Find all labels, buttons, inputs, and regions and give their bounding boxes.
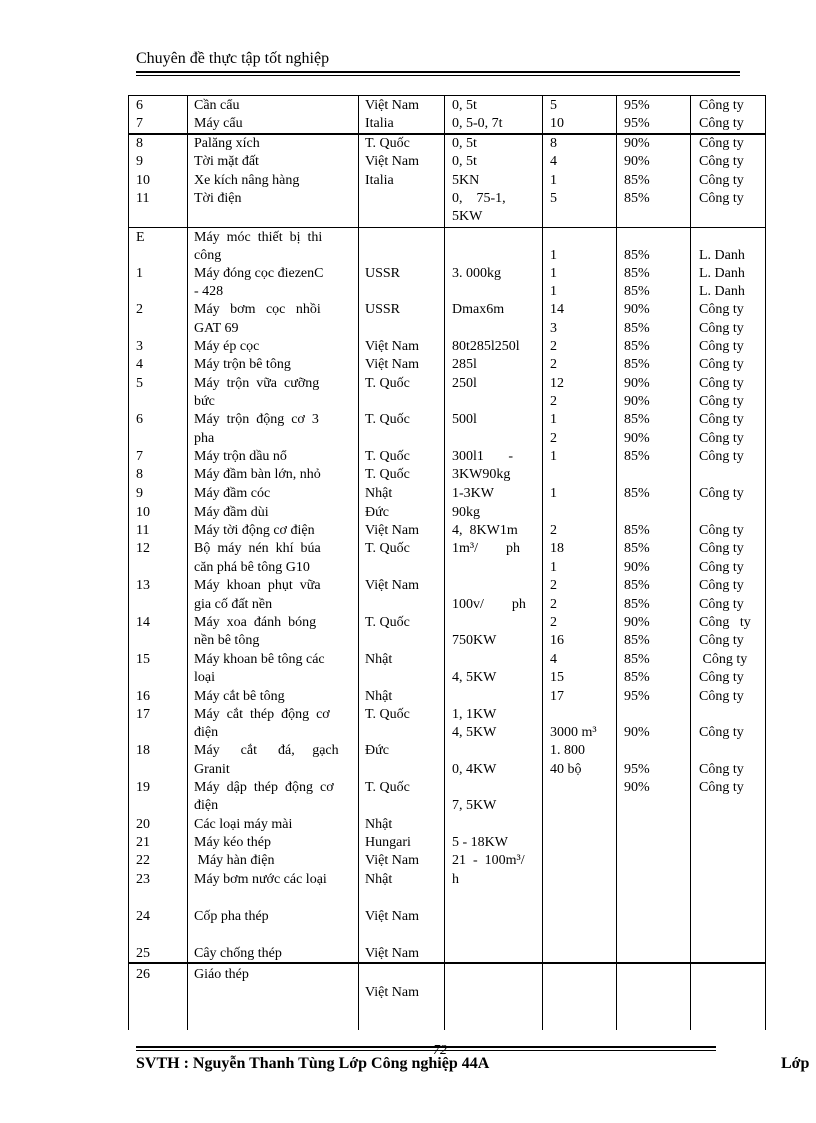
cell-name: Máy đầm cóc	[194, 486, 271, 501]
cell-quality: 85%	[624, 321, 650, 336]
cell-name: Máy đóng cọc điezenC	[194, 266, 324, 281]
cell-name: gia cố đất nền	[194, 597, 273, 612]
cell-ownership: Công ty	[699, 431, 744, 446]
cell-origin: T. Quốc	[365, 412, 410, 427]
footer-author: SVTH : Nguyễn Thanh Tùng Lớp Công nghiệp 44A	[136, 1055, 490, 1072]
cell-ownership: Công ty	[699, 689, 744, 704]
cell-ownership: Công ty	[699, 780, 744, 795]
cell-quality: 85%	[624, 670, 650, 685]
cell-capacity: 1m³/ ph	[452, 541, 520, 556]
cell-stt: 22	[136, 853, 150, 868]
cell-name: nền bê tông	[194, 633, 260, 648]
cell-quality: 85%	[624, 412, 650, 427]
cell-capacity: 750KW	[452, 633, 497, 648]
cell-name: Máy trộn bê tông	[194, 357, 291, 372]
cell-stt: 2	[136, 302, 143, 317]
cell-stt: 9	[136, 154, 143, 169]
cell-stt: 12	[136, 541, 150, 556]
cell-name: Máy kéo thép	[194, 835, 271, 850]
cell-name: pha	[194, 431, 215, 446]
cell-quantity: 15	[550, 670, 564, 685]
cell-ownership: Công ty	[699, 762, 744, 777]
cell-stt: 1	[136, 266, 143, 281]
cell-quality: 85%	[624, 284, 650, 299]
cell-quantity: 2	[550, 597, 557, 612]
table-rule	[128, 95, 766, 96]
cell-origin: Italia	[365, 173, 394, 188]
cell-quality: 90%	[624, 780, 650, 795]
cell-origin: Hungari	[365, 835, 411, 850]
cell-origin: Nhật	[365, 872, 393, 887]
cell-name: Cần cẩu	[194, 98, 240, 113]
cell-stt: 4	[136, 357, 143, 372]
cell-origin: Việt Nam	[365, 909, 419, 924]
cell-quantity: 1. 800	[550, 743, 585, 758]
cell-name: loại	[194, 670, 215, 685]
cell-name: Máy móc thiết bị thi	[194, 230, 323, 245]
cell-stt: 6	[136, 98, 143, 113]
cell-origin: T. Quốc	[365, 541, 410, 556]
cell-quantity: 10	[550, 116, 564, 131]
cell-capacity: 0, 5t	[452, 98, 477, 113]
cell-origin: T. Quốc	[365, 707, 410, 722]
cell-name: Cây chống thép	[194, 946, 282, 961]
cell-capacity: 4, 8KW1m	[452, 523, 518, 538]
cell-name: Máy bơm nước các loại	[194, 872, 327, 887]
cell-quality: 90%	[624, 376, 650, 391]
cell-capacity: 5KW	[452, 209, 483, 224]
cell-stt: 19	[136, 780, 150, 795]
cell-stt: 14	[136, 615, 150, 630]
cell-stt: 16	[136, 689, 150, 704]
cell-name: Máy tời động cơ điện	[194, 523, 315, 538]
cell-ownership: Công ty	[699, 615, 751, 630]
cell-quality: 85%	[624, 652, 650, 667]
table-border	[616, 95, 617, 1030]
cell-ownership: Công ty	[699, 98, 744, 113]
cell-stt: 26	[136, 967, 150, 982]
cell-stt: 17	[136, 707, 150, 722]
cell-quality: 85%	[624, 339, 650, 354]
cell-quality: 85%	[624, 449, 650, 464]
cell-quantity: 12	[550, 376, 564, 391]
cell-ownership: Công ty	[699, 486, 744, 501]
cell-ownership: Công ty	[699, 191, 744, 206]
cell-ownership: Công ty	[699, 652, 748, 667]
cell-quality: 95%	[624, 116, 650, 131]
cell-stt: 18	[136, 743, 150, 758]
cell-quality: 85%	[624, 523, 650, 538]
cell-quantity: 2	[550, 578, 557, 593]
footer-class: Lớp	[781, 1055, 810, 1072]
cell-capacity: 21 - 100m³/	[452, 853, 525, 868]
cell-quality: 90%	[624, 136, 650, 151]
cell-quality: 90%	[624, 725, 650, 740]
cell-name: Máy bơm cọc nhồi	[194, 302, 321, 317]
table-border	[690, 95, 691, 1030]
cell-name: Máy khoan phụt vữa	[194, 578, 321, 593]
cell-name: Máy cắt thép động cơ	[194, 707, 330, 722]
cell-origin: USSR	[365, 266, 401, 281]
cell-quality: 85%	[624, 266, 650, 281]
cell-name: bức	[194, 394, 215, 409]
cell-capacity: 90kg	[452, 505, 480, 520]
cell-quality: 90%	[624, 560, 650, 575]
cell-name: công	[194, 248, 222, 263]
cell-capacity: 1-3KW	[452, 486, 494, 501]
cell-origin: T. Quốc	[365, 615, 410, 630]
cell-quality: 85%	[624, 578, 650, 593]
cell-origin: Nhật	[365, 689, 393, 704]
cell-capacity: 500l	[452, 412, 477, 427]
cell-name: Máy trộn vữa cưỡng	[194, 376, 320, 391]
cell-quantity: 1	[550, 486, 557, 501]
cell-stt: 15	[136, 652, 150, 667]
cell-origin: T. Quốc	[365, 780, 410, 795]
cell-quality: 90%	[624, 302, 650, 317]
cell-stt: 24	[136, 909, 150, 924]
cell-name: Cốp pha thép	[194, 909, 269, 924]
cell-quantity: 2	[550, 357, 557, 372]
cell-ownership: Công ty	[699, 560, 744, 575]
cell-quality: 95%	[624, 98, 650, 113]
cell-name: căn phá bê tông G10	[194, 560, 310, 575]
cell-stt: 25	[136, 946, 150, 961]
cell-origin: T. Quốc	[365, 376, 410, 391]
cell-name: Máy cẩu	[194, 116, 243, 131]
cell-stt: 8	[136, 467, 143, 482]
footer-rule-thin	[136, 1050, 716, 1051]
cell-origin: Nhật	[365, 817, 393, 832]
cell-ownership: Công ty	[699, 154, 744, 169]
cell-stt: 8	[136, 136, 143, 151]
cell-ownership: Công ty	[699, 523, 744, 538]
cell-quantity: 3000 m³	[550, 725, 597, 740]
cell-quality: 90%	[624, 615, 650, 630]
cell-quantity: 4	[550, 652, 557, 667]
cell-quality: 90%	[624, 154, 650, 169]
table-border	[358, 95, 359, 1030]
cell-capacity: h	[452, 872, 459, 887]
cell-name: Giáo thép	[194, 967, 249, 982]
cell-quality: 95%	[624, 689, 650, 704]
cell-ownership: Công ty	[699, 412, 744, 427]
cell-ownership: Công ty	[699, 670, 744, 685]
cell-capacity: 285l	[452, 357, 477, 372]
cell-name: GAT 69	[194, 321, 239, 336]
cell-ownership: Công ty	[699, 116, 744, 131]
cell-stt: 7	[136, 449, 143, 464]
cell-ownership: Công ty	[699, 725, 744, 740]
cell-stt: 5	[136, 376, 143, 391]
cell-stt: 10	[136, 505, 150, 520]
cell-name: Máy cắt đá, gạch	[194, 743, 339, 758]
cell-quality: 85%	[624, 248, 650, 263]
cell-ownership: Công ty	[699, 357, 744, 372]
cell-ownership: Công ty	[699, 449, 744, 464]
cell-name: Máy xoa đánh bóng	[194, 615, 317, 630]
cell-origin: Nhật	[365, 652, 393, 667]
cell-quality: 85%	[624, 541, 650, 556]
cell-quantity: 1	[550, 248, 557, 263]
cell-name: Máy đầm dùi	[194, 505, 269, 520]
cell-ownership: Công ty	[699, 394, 744, 409]
table-border	[542, 95, 543, 1030]
cell-stt: 20	[136, 817, 150, 832]
cell-quantity: 14	[550, 302, 564, 317]
cell-quantity: 16	[550, 633, 564, 648]
cell-name: Các loại máy mài	[194, 817, 293, 832]
cell-origin: T. Quốc	[365, 136, 410, 151]
cell-origin: Đức	[365, 743, 389, 758]
cell-quantity: 8	[550, 136, 557, 151]
cell-quality: 85%	[624, 357, 650, 372]
cell-quality: 85%	[624, 597, 650, 612]
cell-quantity: 2	[550, 523, 557, 538]
cell-origin: Việt Nam	[365, 946, 419, 961]
cell-capacity: 3KW90kg	[452, 467, 511, 482]
table-border	[444, 95, 445, 1030]
cell-stt: 10	[136, 173, 150, 188]
cell-name: Granit	[194, 762, 230, 777]
cell-quantity: 5	[550, 98, 557, 113]
cell-capacity: 3. 000kg	[452, 266, 501, 281]
cell-origin: Đức	[365, 505, 389, 520]
table-border	[765, 95, 766, 1030]
table-border	[187, 95, 188, 1030]
cell-ownership: Công ty	[699, 541, 744, 556]
table-rule	[128, 227, 766, 228]
cell-origin: Việt Nam	[365, 98, 419, 113]
cell-origin: Việt Nam	[365, 853, 419, 868]
cell-quantity: 5	[550, 191, 557, 206]
cell-name: Máy cắt bê tông	[194, 689, 285, 704]
cell-stt: 13	[136, 578, 150, 593]
cell-capacity: 0, 75-1,	[452, 191, 506, 206]
cell-capacity: 100v/ ph	[452, 597, 526, 612]
cell-quality: 85%	[624, 633, 650, 648]
cell-quantity: 2	[550, 394, 557, 409]
cell-name: điện	[194, 798, 219, 813]
cell-quality: 90%	[624, 431, 650, 446]
cell-quantity: 1	[550, 412, 557, 427]
cell-name: điện	[194, 725, 219, 740]
cell-quality: 85%	[624, 173, 650, 188]
cell-ownership: Công ty	[699, 597, 744, 612]
cell-name: Xe kích nâng hàng	[194, 173, 300, 188]
cell-quantity: 1	[550, 284, 557, 299]
cell-quality: 90%	[624, 394, 650, 409]
cell-capacity: 0, 5t	[452, 136, 477, 151]
footer-rule	[136, 1046, 716, 1048]
page-number: 72	[433, 1043, 447, 1058]
cell-capacity: 0, 5-0, 7t	[452, 116, 503, 131]
cell-name: Tời mặt đất	[194, 154, 259, 169]
cell-quantity: 17	[550, 689, 564, 704]
cell-stt: 21	[136, 835, 150, 850]
cell-origin: USSR	[365, 302, 401, 317]
cell-origin: Nhật	[365, 486, 393, 501]
cell-quantity: 1	[550, 266, 557, 281]
cell-name: Máy dập thép động cơ	[194, 780, 334, 795]
cell-origin: Việt Nam	[365, 154, 419, 169]
cell-capacity: 0, 5t	[452, 154, 477, 169]
cell-ownership: Công ty	[699, 321, 744, 336]
cell-ownership: Công ty	[699, 173, 744, 188]
cell-stt: 7	[136, 116, 143, 131]
cell-name: - 428	[194, 284, 224, 299]
cell-quantity: 2	[550, 339, 557, 354]
cell-ownership: Công ty	[699, 136, 744, 151]
cell-stt: 9	[136, 486, 143, 501]
cell-ownership: Công ty	[699, 339, 744, 354]
cell-name: Bộ máy nén khí búa	[194, 541, 321, 556]
cell-quantity: 2	[550, 615, 557, 630]
cell-capacity: 4, 5KW	[452, 670, 497, 685]
cell-origin: Việt Nam	[365, 523, 419, 538]
cell-quantity: 1	[550, 173, 557, 188]
cell-ownership: Công ty	[699, 376, 744, 391]
cell-quality: 95%	[624, 762, 650, 777]
cell-capacity: 1, 1KW	[452, 707, 497, 722]
cell-quantity: 1	[550, 560, 557, 575]
cell-name: Máy trộn dầu nổ	[194, 449, 287, 464]
cell-capacity: 250l	[452, 376, 477, 391]
cell-quantity: 1	[550, 449, 557, 464]
cell-name: Máy ép cọc	[194, 339, 260, 354]
cell-stt: 3	[136, 339, 143, 354]
page-header-title: Chuyên đề thực tập tốt nghiệp	[136, 50, 330, 67]
cell-origin: Việt Nam	[365, 357, 419, 372]
cell-capacity: Dmax6m	[452, 302, 505, 317]
cell-name: Máy đầm bàn lớn, nhỏ	[194, 467, 321, 482]
cell-quantity: 3	[550, 321, 557, 336]
cell-quantity: 2	[550, 431, 557, 446]
cell-origin: Italia	[365, 116, 394, 131]
cell-capacity: 5 - 18KW	[452, 835, 508, 850]
cell-stt: 23	[136, 872, 150, 887]
cell-stt: 11	[136, 523, 150, 538]
cell-ownership: Công ty	[699, 302, 744, 317]
cell-quantity: 18	[550, 541, 564, 556]
cell-quality: 85%	[624, 191, 650, 206]
cell-capacity: 5KN	[452, 173, 480, 188]
cell-capacity: 80t285l250l	[452, 339, 520, 354]
cell-origin: T. Quốc	[365, 467, 410, 482]
cell-name: Palăng xích	[194, 136, 260, 151]
cell-origin: Việt Nam	[365, 339, 419, 354]
cell-ownership: L. Danh	[699, 266, 745, 281]
cell-quantity: 40 bộ	[550, 762, 582, 777]
cell-stt: 6	[136, 412, 143, 427]
cell-name: Máy khoan bê tông các	[194, 652, 325, 667]
cell-name: Máy hàn điện	[194, 853, 275, 868]
cell-capacity: 4, 5KW	[452, 725, 497, 740]
cell-capacity: 0, 4KW	[452, 762, 497, 777]
cell-ownership: Công ty	[699, 578, 744, 593]
cell-origin: T. Quốc	[365, 449, 410, 464]
cell-ownership: Công ty	[699, 633, 744, 648]
cell-stt: E	[136, 230, 145, 245]
cell-capacity: 300l1 -	[452, 449, 514, 464]
cell-name: Máy trộn động cơ 3	[194, 412, 319, 427]
cell-ownership: L. Danh	[699, 284, 745, 299]
cell-origin: Việt Nam	[365, 578, 419, 593]
cell-quantity: 4	[550, 154, 557, 169]
cell-ownership: L. Danh	[699, 248, 745, 263]
cell-capacity: 7, 5KW	[452, 798, 497, 813]
cell-name: Tời điện	[194, 191, 242, 206]
table-border	[128, 95, 129, 1030]
cell-quality: 85%	[624, 486, 650, 501]
cell-stt: 11	[136, 191, 150, 206]
cell-origin: Việt Nam	[365, 985, 419, 1000]
